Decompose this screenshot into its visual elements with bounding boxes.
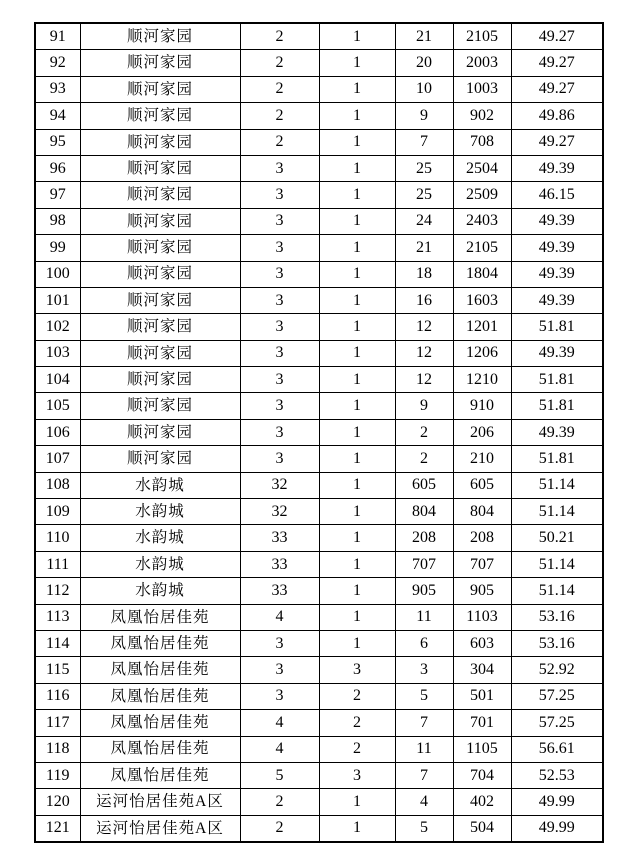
cell-unit: 1: [319, 76, 395, 102]
cell-index: 105: [35, 393, 80, 419]
cell-room: 2105: [453, 235, 511, 261]
cell-index: 115: [35, 657, 80, 683]
cell-index: 107: [35, 446, 80, 472]
cell-floor: 24: [395, 208, 453, 234]
cell-floor: 5: [395, 683, 453, 709]
cell-building: 2: [240, 789, 319, 815]
cell-area: 49.39: [511, 287, 603, 313]
table-row: [35, 499, 603, 525]
cell-index: 97: [35, 182, 80, 208]
cell-index: 106: [35, 419, 80, 445]
cell-area: 46.15: [511, 182, 603, 208]
cell-unit: 1: [319, 525, 395, 551]
cell-index: 104: [35, 367, 80, 393]
cell-community: 顺河家园: [80, 261, 240, 287]
cell-building: 3: [240, 367, 319, 393]
cell-unit: 1: [319, 261, 395, 287]
cell-building: 2: [240, 76, 319, 102]
table-row: [35, 789, 603, 815]
cell-area: 52.53: [511, 762, 603, 788]
table-row: [35, 103, 603, 129]
cell-building: 33: [240, 551, 319, 577]
cell-unit: 1: [319, 367, 395, 393]
cell-area: 49.99: [511, 789, 603, 815]
cell-room: 804: [453, 499, 511, 525]
cell-building: 3: [240, 657, 319, 683]
table-row: [35, 736, 603, 762]
cell-index: 94: [35, 103, 80, 129]
table-row: [35, 182, 603, 208]
cell-room: 208: [453, 525, 511, 551]
table-row: [35, 208, 603, 234]
cell-room: 905: [453, 578, 511, 604]
cell-index: 114: [35, 630, 80, 656]
cell-room: 2403: [453, 208, 511, 234]
cell-unit: 1: [319, 419, 395, 445]
cell-building: 3: [240, 314, 319, 340]
cell-community: 凤凰怡居佳苑: [80, 762, 240, 788]
cell-area: 51.14: [511, 499, 603, 525]
cell-area: 57.25: [511, 710, 603, 736]
cell-room: 704: [453, 762, 511, 788]
cell-room: 1201: [453, 314, 511, 340]
cell-floor: 4: [395, 789, 453, 815]
cell-floor: 20: [395, 50, 453, 76]
cell-unit: 2: [319, 710, 395, 736]
cell-building: 3: [240, 393, 319, 419]
cell-floor: 804: [395, 499, 453, 525]
cell-area: 49.39: [511, 340, 603, 366]
cell-index: 91: [35, 23, 80, 50]
cell-index: 101: [35, 287, 80, 313]
cell-index: 96: [35, 155, 80, 181]
cell-community: 顺河家园: [80, 340, 240, 366]
cell-building: 3: [240, 208, 319, 234]
cell-floor: 905: [395, 578, 453, 604]
cell-building: 4: [240, 736, 319, 762]
cell-room: 707: [453, 551, 511, 577]
cell-floor: 11: [395, 604, 453, 630]
cell-floor: 21: [395, 23, 453, 50]
housing-list-sheet: [34, 22, 604, 843]
cell-building: 3: [240, 683, 319, 709]
cell-room: 2003: [453, 50, 511, 76]
cell-unit: 1: [319, 630, 395, 656]
cell-area: 49.39: [511, 261, 603, 287]
cell-unit: 1: [319, 446, 395, 472]
cell-community: 顺河家园: [80, 208, 240, 234]
cell-index: 102: [35, 314, 80, 340]
cell-room: 603: [453, 630, 511, 656]
cell-floor: 11: [395, 736, 453, 762]
cell-index: 99: [35, 235, 80, 261]
cell-room: 1210: [453, 367, 511, 393]
housing-table: [34, 22, 604, 843]
cell-unit: 1: [319, 182, 395, 208]
cell-area: 53.16: [511, 630, 603, 656]
cell-community: 顺河家园: [80, 393, 240, 419]
cell-area: 53.16: [511, 604, 603, 630]
cell-community: 顺河家园: [80, 182, 240, 208]
cell-index: 118: [35, 736, 80, 762]
cell-room: 701: [453, 710, 511, 736]
cell-index: 103: [35, 340, 80, 366]
table-row: [35, 314, 603, 340]
cell-area: 51.81: [511, 393, 603, 419]
table-row: [35, 367, 603, 393]
cell-index: 100: [35, 261, 80, 287]
table-row: [35, 762, 603, 788]
cell-room: 2105: [453, 23, 511, 50]
cell-room: 402: [453, 789, 511, 815]
cell-area: 49.39: [511, 155, 603, 181]
cell-unit: 1: [319, 50, 395, 76]
cell-unit: 3: [319, 657, 395, 683]
cell-floor: 7: [395, 129, 453, 155]
table-row: [35, 710, 603, 736]
table-row: [35, 630, 603, 656]
cell-room: 605: [453, 472, 511, 498]
table-row: [35, 129, 603, 155]
cell-floor: 12: [395, 367, 453, 393]
cell-room: 501: [453, 683, 511, 709]
table-row: [35, 578, 603, 604]
cell-room: 910: [453, 393, 511, 419]
cell-building: 2: [240, 50, 319, 76]
cell-index: 117: [35, 710, 80, 736]
cell-unit: 1: [319, 155, 395, 181]
cell-index: 98: [35, 208, 80, 234]
cell-area: 49.27: [511, 129, 603, 155]
cell-community: 凤凰怡居佳苑: [80, 657, 240, 683]
cell-room: 1206: [453, 340, 511, 366]
cell-area: 56.61: [511, 736, 603, 762]
cell-floor: 6: [395, 630, 453, 656]
cell-unit: 1: [319, 789, 395, 815]
table-row: [35, 261, 603, 287]
cell-room: 1105: [453, 736, 511, 762]
cell-building: 4: [240, 710, 319, 736]
cell-room: 2509: [453, 182, 511, 208]
cell-building: 33: [240, 525, 319, 551]
table-row: [35, 287, 603, 313]
cell-building: 3: [240, 446, 319, 472]
cell-unit: 1: [319, 578, 395, 604]
cell-area: 49.39: [511, 208, 603, 234]
cell-index: 109: [35, 499, 80, 525]
cell-index: 116: [35, 683, 80, 709]
cell-floor: 18: [395, 261, 453, 287]
cell-community: 水韵城: [80, 551, 240, 577]
cell-area: 51.14: [511, 551, 603, 577]
cell-floor: 9: [395, 103, 453, 129]
cell-building: 33: [240, 578, 319, 604]
cell-unit: 1: [319, 287, 395, 313]
table-row: [35, 419, 603, 445]
cell-floor: 25: [395, 155, 453, 181]
cell-unit: 1: [319, 208, 395, 234]
cell-index: 120: [35, 789, 80, 815]
table-row: [35, 604, 603, 630]
cell-floor: 208: [395, 525, 453, 551]
cell-index: 113: [35, 604, 80, 630]
table-row: [35, 393, 603, 419]
cell-community: 顺河家园: [80, 446, 240, 472]
cell-area: 49.86: [511, 103, 603, 129]
cell-building: 3: [240, 340, 319, 366]
table-body: [35, 23, 603, 842]
cell-building: 2: [240, 129, 319, 155]
cell-area: 52.92: [511, 657, 603, 683]
cell-community: 顺河家园: [80, 23, 240, 50]
cell-community: 运河怡居佳苑A区: [80, 815, 240, 842]
cell-room: 304: [453, 657, 511, 683]
cell-community: 水韵城: [80, 472, 240, 498]
cell-unit: 1: [319, 314, 395, 340]
cell-unit: 1: [319, 103, 395, 129]
cell-floor: 2: [395, 446, 453, 472]
cell-floor: 3: [395, 657, 453, 683]
table-row: [35, 155, 603, 181]
cell-building: 3: [240, 261, 319, 287]
cell-community: 凤凰怡居佳苑: [80, 736, 240, 762]
cell-index: 110: [35, 525, 80, 551]
cell-floor: 25: [395, 182, 453, 208]
cell-building: 3: [240, 287, 319, 313]
table-row: [35, 657, 603, 683]
table-row: [35, 50, 603, 76]
cell-building: 32: [240, 472, 319, 498]
cell-community: 顺河家园: [80, 367, 240, 393]
cell-community: 顺河家园: [80, 235, 240, 261]
cell-building: 32: [240, 499, 319, 525]
cell-area: 49.39: [511, 235, 603, 261]
cell-area: 49.39: [511, 419, 603, 445]
cell-building: 3: [240, 419, 319, 445]
cell-room: 1103: [453, 604, 511, 630]
table-row: [35, 683, 603, 709]
cell-floor: 9: [395, 393, 453, 419]
cell-unit: 1: [319, 551, 395, 577]
cell-community: 运河怡居佳苑A区: [80, 789, 240, 815]
cell-area: 51.14: [511, 472, 603, 498]
cell-community: 顺河家园: [80, 129, 240, 155]
cell-community: 水韵城: [80, 525, 240, 551]
cell-room: 1603: [453, 287, 511, 313]
cell-floor: 10: [395, 76, 453, 102]
cell-community: 顺河家园: [80, 419, 240, 445]
cell-area: 49.27: [511, 50, 603, 76]
cell-unit: 1: [319, 393, 395, 419]
cell-room: 902: [453, 103, 511, 129]
cell-area: 51.81: [511, 367, 603, 393]
cell-area: 49.99: [511, 815, 603, 842]
cell-unit: 3: [319, 762, 395, 788]
table-row: [35, 340, 603, 366]
cell-area: 51.81: [511, 446, 603, 472]
cell-floor: 21: [395, 235, 453, 261]
cell-floor: 5: [395, 815, 453, 842]
cell-building: 3: [240, 235, 319, 261]
cell-building: 3: [240, 155, 319, 181]
cell-community: 凤凰怡居佳苑: [80, 683, 240, 709]
cell-area: 51.14: [511, 578, 603, 604]
cell-index: 121: [35, 815, 80, 842]
cell-floor: 707: [395, 551, 453, 577]
cell-index: 119: [35, 762, 80, 788]
cell-community: 顺河家园: [80, 287, 240, 313]
cell-floor: 12: [395, 314, 453, 340]
cell-unit: 1: [319, 23, 395, 50]
cell-unit: 1: [319, 604, 395, 630]
cell-unit: 1: [319, 472, 395, 498]
cell-community: 顺河家园: [80, 50, 240, 76]
cell-community: 凤凰怡居佳苑: [80, 604, 240, 630]
cell-unit: 1: [319, 815, 395, 842]
cell-area: 51.81: [511, 314, 603, 340]
cell-building: 4: [240, 604, 319, 630]
cell-floor: 7: [395, 710, 453, 736]
cell-index: 112: [35, 578, 80, 604]
cell-building: 3: [240, 182, 319, 208]
cell-room: 504: [453, 815, 511, 842]
cell-floor: 12: [395, 340, 453, 366]
cell-community: 顺河家园: [80, 155, 240, 181]
cell-unit: 1: [319, 499, 395, 525]
cell-index: 95: [35, 129, 80, 155]
cell-area: 50.21: [511, 525, 603, 551]
table-row: [35, 446, 603, 472]
cell-room: 210: [453, 446, 511, 472]
cell-floor: 2: [395, 419, 453, 445]
cell-floor: 605: [395, 472, 453, 498]
cell-building: 2: [240, 23, 319, 50]
table-row: [35, 551, 603, 577]
cell-area: 57.25: [511, 683, 603, 709]
cell-unit: 1: [319, 235, 395, 261]
cell-room: 1003: [453, 76, 511, 102]
table-row: [35, 815, 603, 842]
cell-floor: 7: [395, 762, 453, 788]
cell-building: 2: [240, 815, 319, 842]
cell-community: 水韵城: [80, 578, 240, 604]
cell-community: 顺河家园: [80, 103, 240, 129]
cell-community: 顺河家园: [80, 314, 240, 340]
cell-floor: 16: [395, 287, 453, 313]
cell-community: 顺河家园: [80, 76, 240, 102]
cell-building: 5: [240, 762, 319, 788]
table-row: [35, 235, 603, 261]
cell-unit: 1: [319, 129, 395, 155]
cell-community: 凤凰怡居佳苑: [80, 630, 240, 656]
cell-community: 凤凰怡居佳苑: [80, 710, 240, 736]
table-row: [35, 525, 603, 551]
cell-room: 2504: [453, 155, 511, 181]
cell-building: 3: [240, 630, 319, 656]
table-row: [35, 23, 603, 50]
cell-area: 49.27: [511, 23, 603, 50]
cell-index: 93: [35, 76, 80, 102]
table-row: [35, 472, 603, 498]
cell-index: 92: [35, 50, 80, 76]
cell-unit: 2: [319, 683, 395, 709]
cell-building: 2: [240, 103, 319, 129]
cell-community: 水韵城: [80, 499, 240, 525]
cell-room: 206: [453, 419, 511, 445]
cell-index: 108: [35, 472, 80, 498]
cell-room: 1804: [453, 261, 511, 287]
cell-room: 708: [453, 129, 511, 155]
table-row: [35, 76, 603, 102]
cell-unit: 2: [319, 736, 395, 762]
cell-unit: 1: [319, 340, 395, 366]
cell-index: 111: [35, 551, 80, 577]
cell-area: 49.27: [511, 76, 603, 102]
